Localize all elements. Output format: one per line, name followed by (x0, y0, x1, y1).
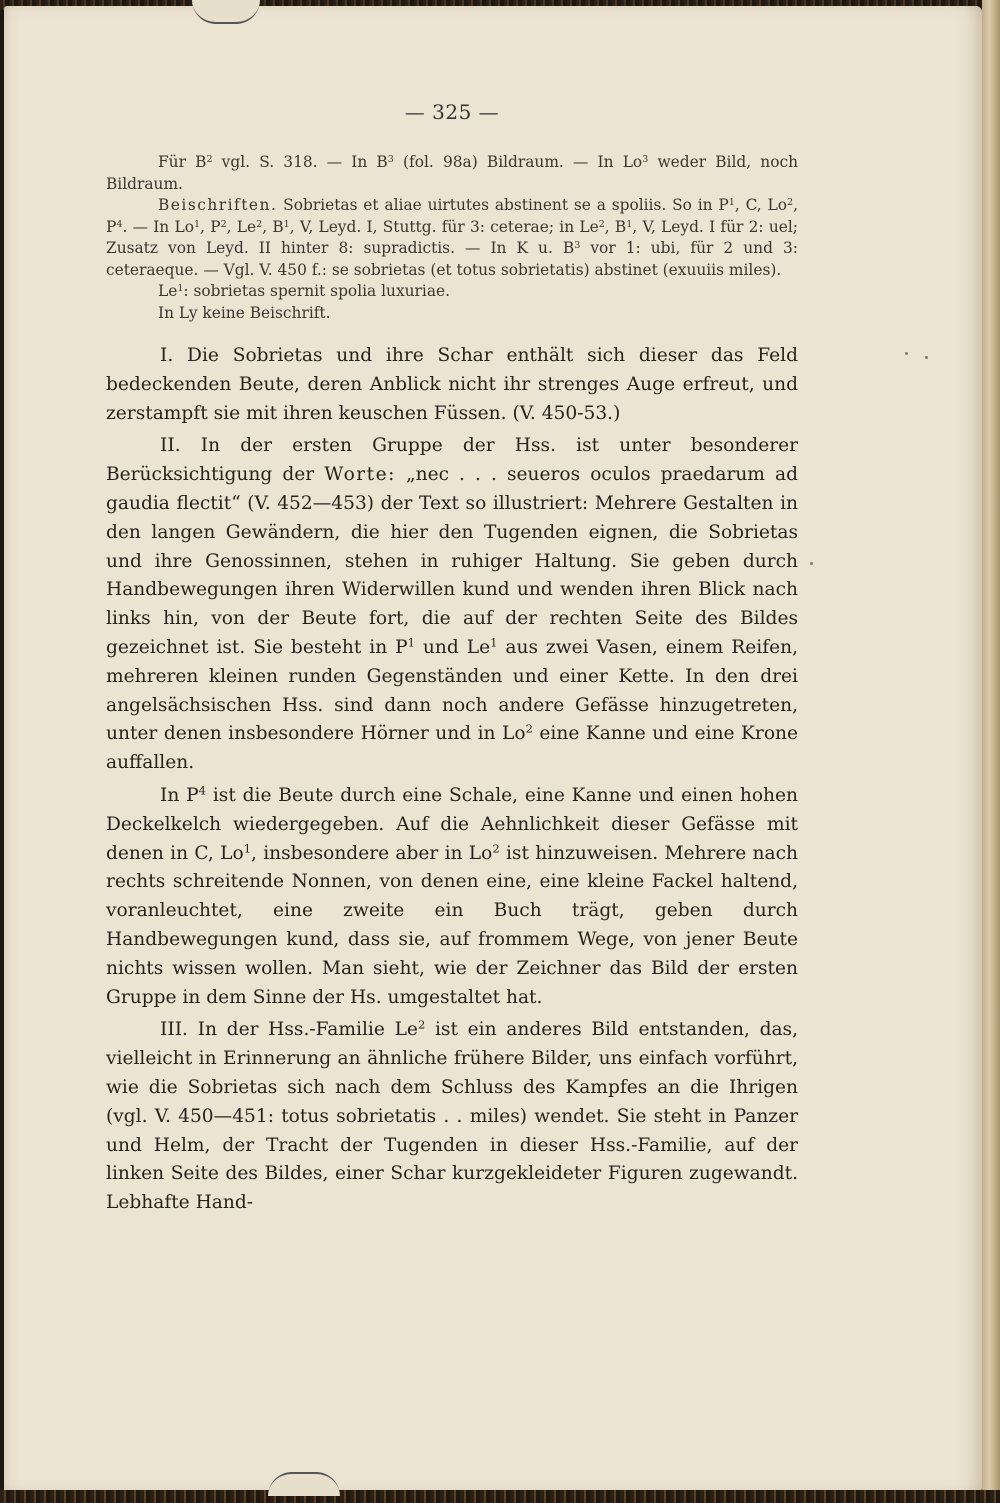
main-text (106, 342, 798, 1218)
paper-speck (905, 352, 908, 355)
footnote-block (106, 152, 798, 324)
paragraph-1: I. Die Sobrietas und ihre Schar enthält sich dieser das Feld bedeckenden Beute, deren Anblick nicht ihr strenges Auge erfreut, und zerstampft sie mit ihren keuschen Füssen. (V. 450-53.) (106, 345, 798, 424)
note-inscriptions: Beischriften. Sobrietas et aliae uirtutes abstinent se a spoliis. So in $P^1$, C, Lo$^2$, $P^4$. — In Lo$^1$, $P^2$, Le$^2$, $B^1$, V, Leyd. I, Stuttg. für 3: ceterae; in Le$^2$, $B^1$, V, Leyd. I für 2: uel; Zusatz von Leyd. II hinter 8: supradictis. — In K u. $B^3$ vor 1: ubi, für 2 und 3: ceteraeque. — Vgl. V. 450 f.: se sobrietas (et totus sobrietatis) abstinet (exuuiis miles). (106, 196, 798, 279)
paper-speck (925, 356, 928, 359)
book-spine-edge (982, 0, 1000, 1503)
note-line-1: Für $B^2$ vgl. S. 318. — In $B^3$ (fol. 98a) Bildraum. — In Lo$^3$ weder Bild, noch Bildraum. (106, 153, 798, 193)
paragraph-2: II. In der ersten Gruppe der Hss. ist unter besonderer Berücksichtigung der Worte: „nec . . . seueros oculos praedarum ad gaudia flectit“ (V. 452—453) der Text so illustriert: Mehrere Gestalten in den langen Gewändern, die hier den Tugenden eignen, die Sobrietas und ihre Genossinnen, stehen in ruhiger Haltung. Sie geben durch Handbewegungen ihren Widerwillen kund und wenden ihren Blick nach links hin, von der Beute fort, die auf der rechten Seite des Bildes gezeichnet ist. Sie besteht in $P^1$ und Le$^1$ aus zwei Vasen, einem Reifen, mehreren kleinen runden Gegenständen und einer Kette. In den drei angelsächsischen Hss. sind dann noch andere Gefässe hinzugetreten, unter denen insbesondere Hörner und in Lo$^2$ eine Kanne und eine Krone auffallen. (106, 435, 798, 774)
book-bottom-edge (0, 1490, 1000, 1503)
paragraph-3: In $P^4$ ist die Beute durch eine Schale, eine Kanne und einen hohen Deckelkelch wiedergegeben. Auf die Aehnlichkeit dieser Gefässe mit denen in C, Lo$^1$, insbesondere aber in Lo$^2$ ist hinzuweisen. Mehrere nach rechts schreitende Nonnen, von denen eine, eine kleine Fackel haltend, voranleuchtet, eine zweite ein Buch trägt, geben durch Handbewegungen kund, dass sie, auf frommem Wege, von jener Beute nichts wissen wollen. Man sieht, wie der Zeichner das Bild der ersten Gruppe in dem Sinne der Hs. umgestaltet hat. (106, 783, 799, 1008)
note-line-ly: In Ly keine Beischrift. (158, 303, 331, 322)
page-notch-bottom (268, 1472, 340, 1496)
paragraph-4: III. In der Hss.-Familie Le$^2$ ist ein anderes Bild entstanden, das, vielleicht in Erinnerung an ähnliche frühere Bilder, uns einfach vorführt, wie die Sobrietas sich nach dem Schluss des Kampfes an die Ihrigen (vgl. V. 450—451: totus sobrietatis . . miles) wendet. Sie steht in Panzer und Helm, der Tracht der Tugenden in dieser Hss.-Familie, auf der linken Seite des Bildes, einer Schar kurzgekleideter Figuren zugewandt. Lebhafte Hand- (106, 1018, 799, 1214)
page-number: — 325 — (404, 100, 500, 124)
page-text (106, 100, 798, 1218)
paper-speck (810, 562, 813, 565)
inscriptions-heading: Beischriften. (158, 196, 278, 214)
note-line-le1: Le$^1$: sobrietas spernit spolia luxuriae. (158, 282, 450, 300)
